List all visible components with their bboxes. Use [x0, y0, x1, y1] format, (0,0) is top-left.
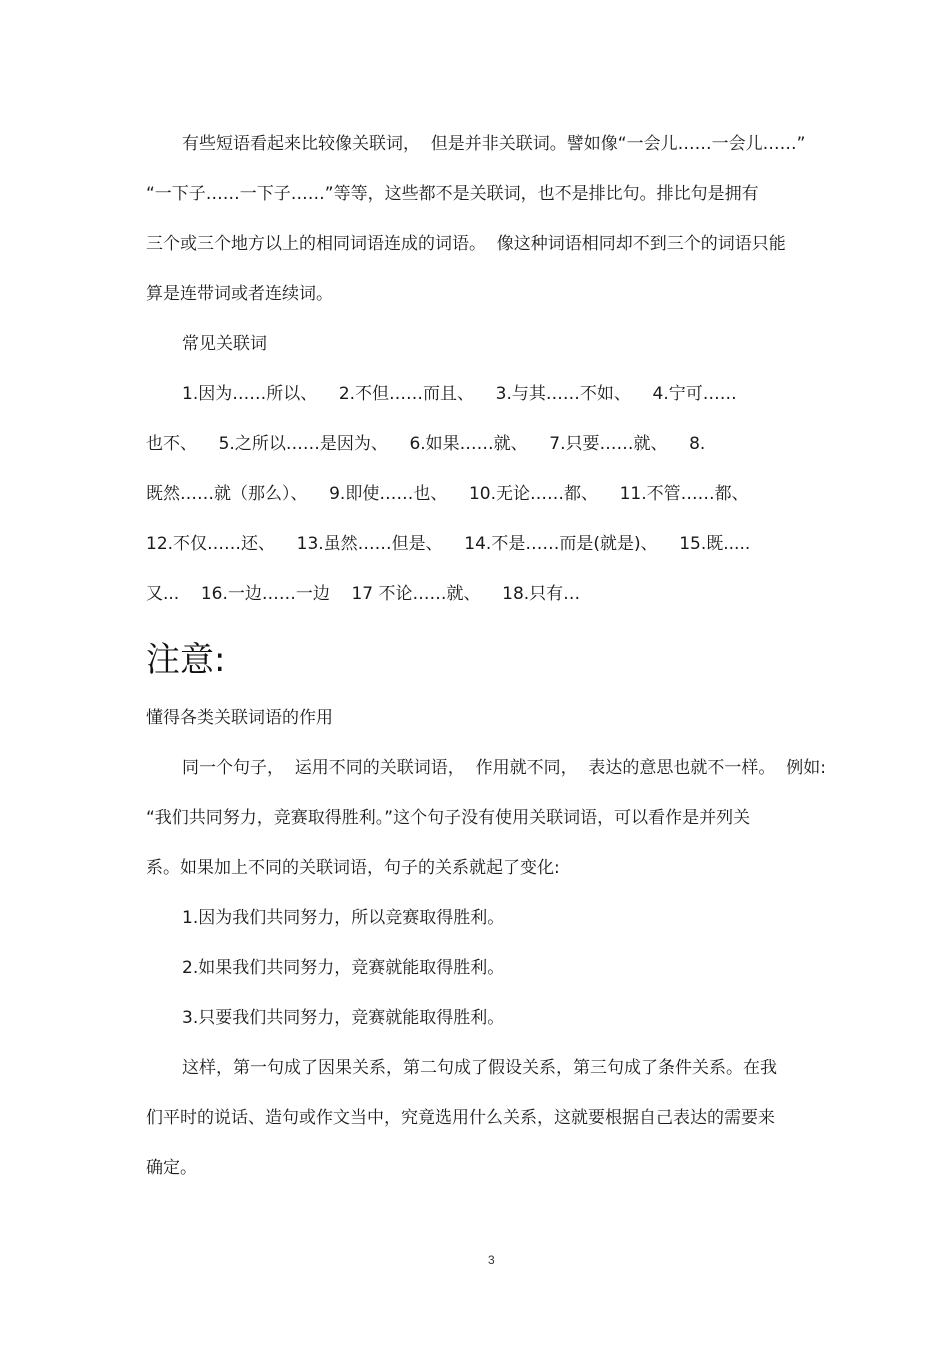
conclusion-line-3: 确定。: [146, 1158, 197, 1178]
conclusion-line-2: 们平时的说话、造句或作文当中，究竟选用什么关系，这就要根据自己表达的需要来: [146, 1108, 775, 1128]
common-list-line-2: 也不、 5.之所以……是因为、 6.如果……就、 7.只要……就、 8.: [146, 434, 706, 454]
numbered-example-1: 1.因为我们共同努力，所以竞赛取得胜利。: [182, 908, 505, 928]
intro-line-4: 算是连带词或者连续词。: [146, 284, 333, 304]
example-line-1: 同一个句子， 运用不同的关联词语， 作用就不同， 表达的意思也就不一样。 例如:: [182, 758, 826, 778]
common-label: 常见关联词: [182, 334, 267, 354]
conclusion-line-1: 这样，第一句成了因果关系，第二句成了假设关系，第三句成了条件关系。在我: [182, 1058, 777, 1078]
common-list-line-1: 1.因为……所以、 2.不但……而且、 3.与其……不如、 4.宁可……: [182, 384, 737, 404]
example-line-2: “我们共同努力，竞赛取得胜利。”这个句子没有使用关联词语，可以看作是并列关: [146, 808, 751, 828]
intro-line-2: “一下子……一下子……”等等，这些都不是关联词，也不是排比句。排比句是拥有: [146, 184, 759, 204]
role-title: 懂得各类关联词语的作用: [146, 708, 333, 728]
intro-line-3: 三个或三个地方以上的相同词语连成的词语。 像这种词语相同却不到三个的词语只能: [146, 234, 786, 254]
example-line-3: 系。如果加上不同的关联词语，句子的关系就起了变化:: [146, 858, 560, 878]
intro-line-1: 有些短语看起来比较像关联词， 但是并非关联词。譬如像“一会儿……一会儿……”: [182, 134, 806, 154]
numbered-example-2: 2.如果我们共同努力，竞赛就能取得胜利。: [182, 958, 505, 978]
note-heading: 注意:: [146, 640, 226, 680]
common-list-line-3: 既然……就（那么）、 9.即使……也、 10.无论……都、 11.不管……都、: [146, 484, 749, 504]
common-list-line-4: 12.不仅……还、 13.虽然……但是、 14.不是……而是(就是)、 15.既.....: [146, 534, 751, 554]
common-list-line-5: 又... 16.一边……一边 17 不论……就、 18.只有…: [146, 584, 581, 604]
page-number: 3: [488, 1253, 495, 1267]
numbered-example-3: 3.只要我们共同努力，竞赛就能取得胜利。: [182, 1008, 505, 1028]
